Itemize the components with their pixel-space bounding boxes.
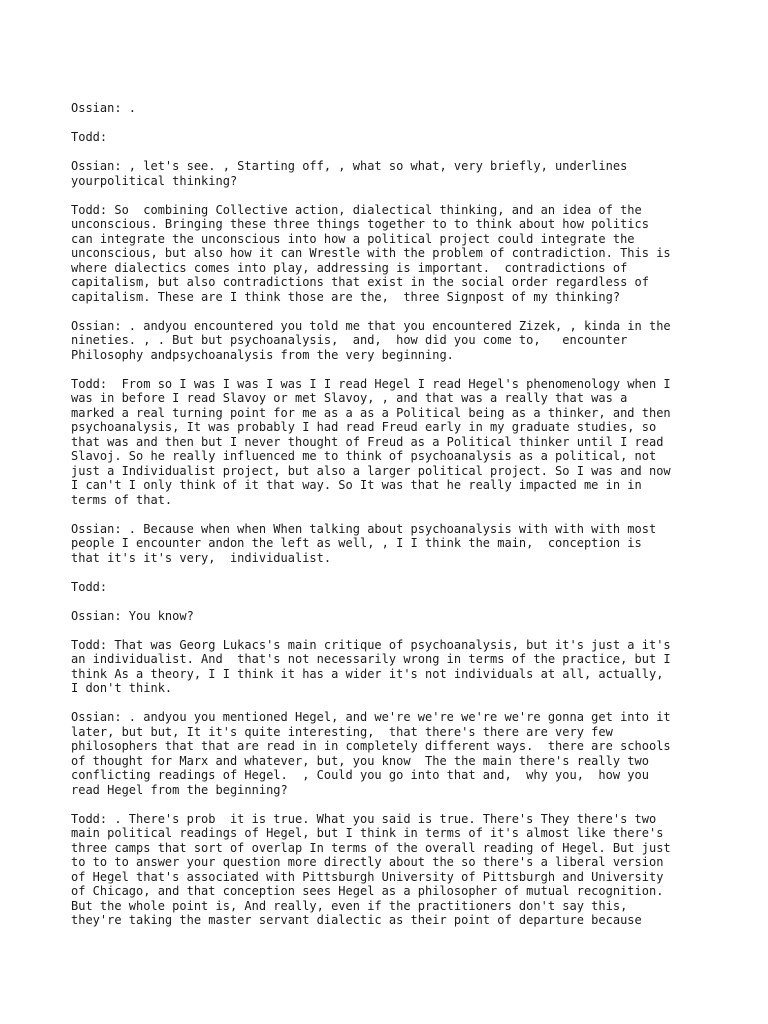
paragraph-ossian-question-zizek: Ossian: . andyou encountered you told me that you encountered Zizek, , kinda in the nineties. , . But but psychoanalysis, and, how did you come to, encounter Philosophy andpsychoanalysis from the very beginning. bbox=[71, 318, 671, 362]
paragraph-ossian-individualist: Ossian: . Because when when When talking about psychoanalysis with with with most people I encounter andon the left as well, , I I think the main, conception is that it's it's very, individualist. bbox=[71, 521, 657, 565]
paragraph-ossian-you-know: Ossian: You know? bbox=[71, 608, 194, 623]
paragraph-ossian-opening: Ossian: . bbox=[71, 101, 137, 115]
paragraph-todd-answer-hegel-freud: Todd: From so I was I was I was I I read Hegel I read Hegel's phenomenology when I was in before I read Slavoy or met Slavoy, , and that was a really that was a marked a real turning point for me as a as a Political being as a thinker, and then psychoanalysis, It was probably I had read Freud early in my graduate studies, so that was and then but I never thought of Freud as a Political thinker until I read Slavoj. So he really influenced me to think of psychoanalysis as a political, not just a Individualist project, but also a larger political project. So I was and now I can't I only think of it that way. So It was that he really impacted me in in terms of that. bbox=[71, 376, 671, 507]
paragraph-ossian-hegel-readings: Ossian: . andyou you mentioned Hegel, and we're we're we're we're gonna get into it later, but but, It it's quite interesting, that there's there are very few philosophers that that are read in in completely different ways. there are schools of thought for Marx and whatever, but, you know The the main there's really two conflicting readings of Hegel. , Could you go into that and, why you, how you read Hegel from the beginning? bbox=[71, 710, 671, 797]
paragraph-todd-lukacs: Todd: That was Georg Lukacs's main critique of psychoanalysis, but it's just a it's an individualist. And that's not necessarily wrong in terms of the practice, but I think As a theory, I I think it has a wider it's not individuals at all, actually, I don't think. bbox=[71, 637, 671, 695]
paragraph-todd-empty-2: Todd: bbox=[71, 579, 108, 594]
paragraph-ossian-question-political-thinking: Ossian: , let's see. , Starting off, , what so what, very briefly, underlines yourpolitical thinking? bbox=[71, 159, 628, 188]
paragraph-todd-hegel-camps: Todd: . There's prob it is true. What you said is true. There's They there's two main political readings of Hegel, but I think in terms of it's almost like there's three camps that sort of overlap In terms of the overall reading of Hegel. But just to to to answer your question more directly about the so there's a liberal version of Hegel that's associated with Pittsburgh University of Pittsburgh and University of Chicago, and that conception sees Hegel as a philosopher of mutual recognition. But the whole point is, And really, even if the practitioners don't say this, they're taking the master servant dialectic as their point of departure because bbox=[71, 811, 671, 927]
paragraph-todd-answer-signposts: Todd: So combining Collective action, dialectical thinking, and an idea of the unconscious. Bringing these three things together to to think about how politics can integrate the unconscious into how a political project could integrate the unconscious, but also how it can Wrestle with the problem of contradiction. This is where dialectics comes into play, addressing is important. contradictions of capitalism, but also contradictions that exist in the social order regardless of capitalism. These are I think those are the, three Signpost of my thinking? bbox=[71, 202, 671, 304]
paragraph-todd-empty: Todd: bbox=[71, 130, 108, 144]
transcript-page bbox=[71, 101, 711, 942]
